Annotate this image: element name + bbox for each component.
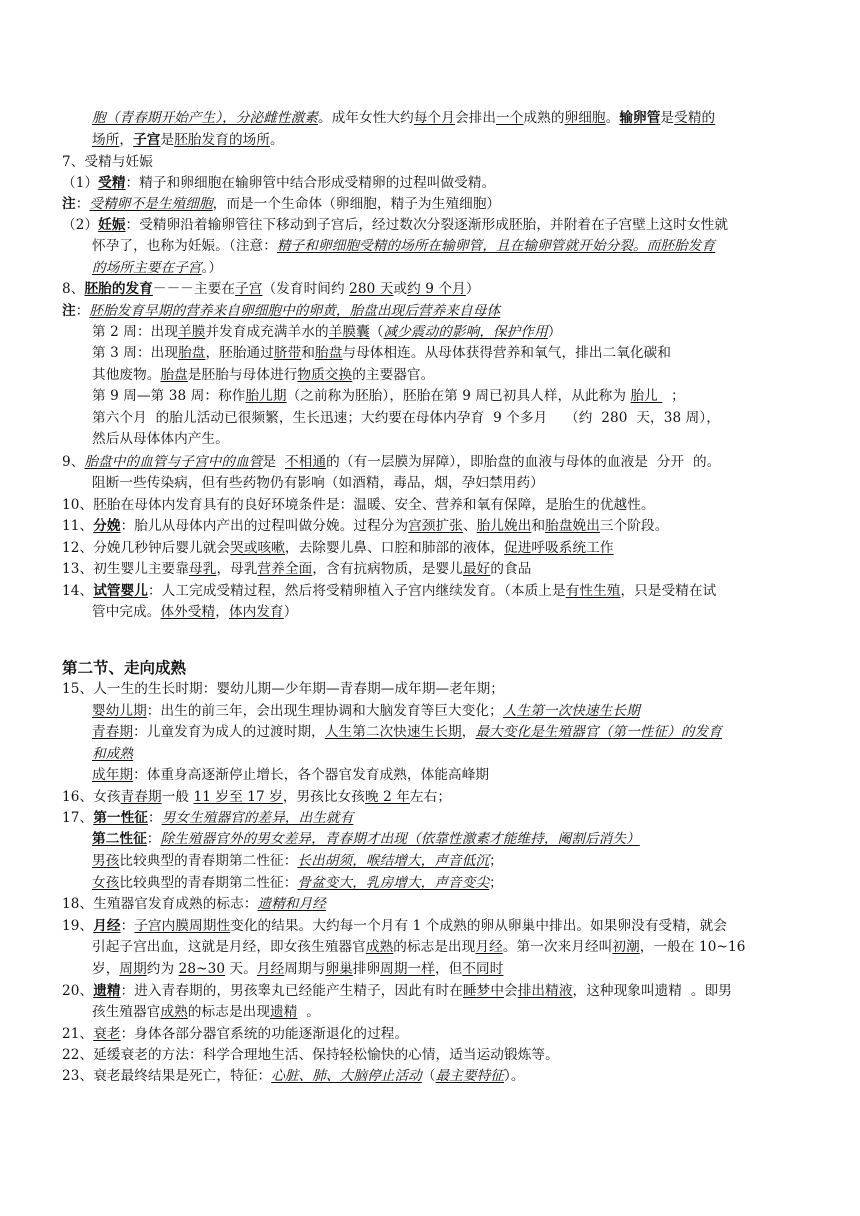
text-line: [62, 301, 500, 321]
text-run: 减少震动的影响，保护作用: [383, 324, 548, 340]
text-line: [92, 365, 434, 385]
text-line: [62, 1024, 408, 1044]
text-run: 遗精和月经: [257, 896, 326, 912]
text-run: 子宫: [235, 281, 263, 297]
text-run: 物质交换: [297, 367, 353, 383]
text-run: ，胚胎通过: [205, 345, 274, 361]
text-run: 输卵管: [619, 110, 661, 126]
text-run: （2）: [62, 217, 99, 233]
text-run: 比较典型的青春期第二性征：: [119, 875, 298, 891]
text-run: 。第一次来月经叫: [502, 939, 613, 955]
text-run: 23、衰老最终结果是死亡，特征：: [62, 1068, 272, 1084]
text-run: 与母体相连。从母体获得营养和氧气，排出二氧化碳和: [342, 345, 672, 361]
text-run: 人生第一次快速生长期: [502, 703, 640, 719]
text-run: 12、分娩几秒钟后婴儿就会: [62, 540, 231, 556]
text-run: ，只是受精在试: [620, 583, 717, 599]
text-run: 。: [605, 110, 620, 126]
text-run: ：精子和卵细胞在输卵管中结合形成受精卵的过程叫做受精。: [125, 175, 496, 191]
text-run: 其他废物。: [92, 367, 161, 383]
text-run: 第 9 周—第 38 周：称作: [92, 388, 246, 404]
text-run: 岁，: [92, 961, 120, 977]
text-run: 哭或咳嗽: [230, 540, 285, 556]
text-line: [92, 765, 489, 785]
text-line: [62, 516, 668, 536]
text-run: ，去除婴儿鼻、口腔和肺部的液体，: [284, 540, 505, 556]
text-line: [62, 215, 728, 235]
text-line: [92, 959, 503, 979]
text-line: [92, 258, 222, 278]
text-run: 心脏、肺、大脑停止活动: [271, 1068, 422, 1084]
text-run: 15、人一生的生长时期：婴幼儿期—少年期—青春期—成年期—老年期；: [62, 681, 505, 697]
text-run: 的标志是出现: [393, 939, 476, 955]
text-run: 每个月: [413, 110, 455, 126]
text-run: 第六个月 的胎儿活动已很频繁，生长迅速；大约要在母体内孕育 9 个多月 （约 280 天，38 周），: [92, 410, 720, 426]
text-line: [92, 873, 503, 893]
text-run: 排卵: [352, 961, 381, 977]
text-run: （1）: [62, 175, 99, 191]
text-run: ；: [489, 853, 503, 869]
text-run: 精子和卵细胞受精的场所在输卵管，且在输卵管就开始分裂。而胚胎发育: [276, 238, 716, 254]
text-line: [62, 916, 727, 936]
text-line: [92, 108, 715, 128]
text-run: 分娩: [93, 518, 121, 534]
text-run: 周期与: [284, 961, 326, 977]
text-run: 胎儿期: [245, 388, 287, 404]
text-run: 体内发育: [228, 604, 284, 620]
text-run: 第 2 周：出现: [92, 324, 179, 340]
text-run: 然后从母体体内产生。: [92, 431, 229, 447]
text-run: 的主要器官。: [352, 367, 435, 383]
text-run: ，: [461, 724, 476, 740]
text-run: 怀孕了，也称为妊娠。（注意：: [92, 238, 277, 254]
text-run: 注: [62, 303, 76, 319]
text-run: 受精: [98, 175, 126, 191]
text-line: [62, 787, 451, 807]
text-run: 试管婴儿: [93, 583, 148, 599]
text-run: 胎盘: [315, 345, 343, 361]
text-run: ：: [147, 810, 162, 826]
text-run: 初潮: [612, 939, 640, 955]
text-run: －－－主要在: [152, 281, 236, 297]
text-run: 成年期: [92, 767, 134, 783]
text-run: 的食品: [490, 561, 532, 577]
text-run: 胎盘娩出: [545, 518, 600, 534]
text-run: 的场所主要在子宫: [92, 260, 202, 276]
text-run: 21、: [62, 1026, 94, 1042]
text-line: [92, 408, 720, 428]
text-run: ：人工完成受精过程，然后将受精卵植入子宫内继续发育。（本质上是: [147, 583, 566, 599]
text-run: 11 岁至 17 岁: [193, 789, 283, 805]
text-run: 胞（青春期开始产生），分泌雌性激素: [92, 110, 318, 126]
text-run: （发育时间约: [262, 281, 350, 297]
text-run: 排出精液: [517, 983, 573, 999]
text-run: 天。: [225, 961, 257, 977]
text-line: [62, 981, 732, 1001]
text-line: [92, 602, 297, 622]
text-run: 子宫: [133, 132, 161, 148]
text-run: 人生第二次快速生长期: [324, 724, 462, 740]
text-run: ，: [119, 132, 134, 148]
text-run: 受精的: [674, 110, 716, 126]
text-line: [92, 1002, 320, 1022]
text-run: 卵细胞: [564, 110, 606, 126]
text-line: [62, 452, 720, 472]
text-line: [92, 829, 640, 849]
text-line: [62, 194, 500, 214]
text-run: 遗精: [93, 983, 121, 999]
text-line: [92, 701, 640, 721]
text-run: 最好: [462, 561, 491, 577]
text-run: 。: [270, 132, 284, 148]
text-run: ：儿童发育为成人的过渡时期，: [133, 724, 325, 740]
text-run: 女孩: [92, 875, 120, 891]
text-line: [92, 473, 544, 493]
text-run: 28~30: [178, 961, 226, 977]
text-run: 左右；: [410, 789, 452, 805]
text-run: 或: [393, 281, 408, 297]
text-run: 是: [160, 132, 175, 148]
text-run: 月经: [256, 961, 285, 977]
text-run: 胎盘: [178, 345, 206, 361]
text-run: ，母乳: [216, 561, 258, 577]
text-line: [92, 937, 745, 957]
text-run: 胚胎发育早期的营养来自卵细胞中的卵黄，胎盘出现后营养来自母体: [89, 303, 501, 319]
text-line: [92, 343, 671, 363]
text-run: 卵巢: [325, 961, 353, 977]
text-line: [92, 386, 685, 406]
text-run: 的标志是出现: [187, 1004, 271, 1020]
text-run: 7、受精与妊娠: [62, 154, 153, 170]
text-run: 是: [660, 110, 675, 126]
text-run: 会: [504, 983, 518, 999]
text-run: 是: [262, 454, 286, 470]
text-run: 成熟: [365, 939, 394, 955]
text-run: 宫颈扩张: [408, 518, 463, 534]
text-run: 14、: [62, 583, 94, 599]
text-run: 11、: [62, 518, 94, 534]
text-run: 除生殖器官外的男女差异，青春期才出现（依靠性激素才能维持，阉割后消失）: [160, 831, 640, 847]
text-run: 胎儿: [630, 388, 663, 404]
text-run: 是胚胎与母体进行: [187, 367, 298, 383]
text-run: ：受精卵沿着输卵管往下移动到子宫后，经过数次分裂逐渐形成胚胎，并附着在子宫壁上这时女性就: [125, 217, 729, 233]
text-line: [62, 495, 655, 515]
text-run: 第一性征: [93, 810, 148, 826]
text-run: ）: [465, 281, 480, 297]
text-run: 衰老: [93, 1026, 121, 1042]
text-line: [62, 1045, 559, 1065]
text-run: 男女生殖器官的差异，出生就有: [161, 810, 354, 826]
text-run: 男孩: [92, 853, 120, 869]
text-run: 22、延缓衰老的方法：科学合理地生活、保持轻松愉快的心情，适当运动锻炼等。: [62, 1047, 559, 1063]
text-line: [92, 236, 715, 256]
text-run: 母乳: [189, 561, 217, 577]
text-run: 20、: [62, 983, 94, 999]
text-run: ，这种现象叫遗精 。即男: [572, 983, 732, 999]
text-run: 胚胎发育的场所: [174, 132, 271, 148]
text-run: 月经: [93, 918, 121, 934]
text-line: [62, 152, 153, 172]
text-run: 会排出: [454, 110, 497, 126]
text-run: （: [369, 324, 384, 340]
text-run: 13、初生婴儿主要靠: [62, 561, 190, 577]
text-run: （: [421, 1068, 436, 1084]
text-run: 约为: [146, 961, 179, 977]
text-run: 骨盆变大，乳房增大，声音变尖: [297, 875, 490, 891]
text-run: ，含有抗病物质，是婴儿: [312, 561, 463, 577]
text-line: [62, 559, 531, 579]
text-run: 和: [531, 518, 546, 534]
text-run: 并发育成充满羊水的: [205, 324, 329, 340]
text-line: [92, 722, 722, 742]
text-run: 胎盘: [160, 367, 188, 383]
text-run: 子宫内膜周期性: [134, 918, 231, 934]
text-line: [92, 744, 133, 764]
text-run: ：身体各部分器官系统的功能逐渐退化的过程。: [120, 1026, 409, 1042]
text-run: 妊娠: [98, 217, 126, 233]
text-run: 阻断一些传染病，但有些药物仍有影响（如酒精，毒品，烟，孕妇禁用药）: [92, 475, 544, 491]
text-run: 9、: [62, 454, 85, 470]
text-run: 。: [297, 1004, 320, 1020]
text-run: ，男孩比女孩: [282, 789, 366, 805]
text-run: 羊膜囊: [328, 324, 370, 340]
text-run: （之前称为胚胎），胚胎在第 9 周已初具人样，从此称为: [286, 388, 631, 404]
text-run: 、: [462, 518, 477, 534]
text-run: 有性生殖: [565, 583, 621, 599]
text-line: [92, 322, 562, 342]
text-run: 体外受精: [160, 604, 216, 620]
text-run: 孩生殖器官: [92, 1004, 161, 1020]
text-run: ：出生的前三年，会出现生理协调和大脑发育等巨大变化；: [146, 703, 503, 719]
text-run: 8、: [62, 281, 85, 297]
text-run: ，而是一个生命体（卵细胞，精子为生殖细胞）: [212, 196, 501, 212]
text-run: 不同时: [462, 961, 504, 977]
text-run: ，但: [434, 961, 463, 977]
text-run: ，一般在 10~16: [639, 939, 746, 955]
text-run: ）。: [504, 1068, 525, 1084]
text-run: 280 天: [349, 281, 394, 297]
text-run: 场所: [92, 132, 120, 148]
text-run: 周期一样: [380, 961, 435, 977]
text-run: 。）: [201, 260, 223, 276]
text-run: 羊膜: [178, 324, 206, 340]
text-run: ，: [215, 604, 229, 620]
text-line: [62, 581, 716, 601]
text-run: 和成熟: [92, 746, 134, 762]
text-run: ：进入青春期的，男孩睾丸已经能产生精子，因此有时在: [120, 983, 463, 999]
text-line: [62, 679, 504, 699]
text-run: 胚胎的发育: [84, 281, 153, 297]
text-run: 周期: [119, 961, 147, 977]
text-run: ）: [283, 604, 298, 620]
text-run: ：: [146, 831, 161, 847]
text-run: ：体重身高逐渐停止增长，各个器官发育成熟，体能高峰期: [133, 767, 490, 783]
text-run: 注: [62, 196, 76, 212]
text-run: 17、: [62, 810, 94, 826]
text-run: 胎儿娩出: [476, 518, 532, 534]
text-run: 睡梦中: [462, 983, 505, 999]
text-run: ：: [75, 303, 90, 319]
text-run: ；: [662, 388, 685, 404]
text-line: [62, 808, 353, 828]
text-run: 晚 2 年: [365, 789, 410, 805]
text-line: [62, 538, 614, 558]
text-run: 比较典型的青春期第二性征：: [119, 853, 298, 869]
text-run: 营养全面: [257, 561, 313, 577]
text-run: 引起子宫出血，这就是月经，即女孩生殖器官: [92, 939, 366, 955]
text-run: 成熟: [160, 1004, 188, 1020]
text-run: ）: [547, 324, 562, 340]
text-run: 不相通: [285, 454, 327, 470]
text-run: 遗精: [270, 1004, 298, 1020]
text-line: [92, 851, 503, 871]
text-run: ：: [120, 918, 135, 934]
text-run: 19、: [62, 918, 94, 934]
text-run: 10、胚胎在母体内发育具有的良好环境条件是：温暖、安全、营养和氧有保障，是胎生的优越性。: [62, 497, 655, 513]
text-run: 成熟的: [523, 110, 565, 126]
text-run: ；: [489, 875, 503, 891]
text-run: 青春期: [120, 789, 162, 805]
text-run: 月经: [475, 939, 503, 955]
text-line: [62, 894, 326, 914]
text-line: [92, 429, 229, 449]
text-run: 脐带: [273, 345, 302, 361]
text-line: [92, 130, 284, 150]
text-run: 18、生殖器官发育成熟的标志：: [62, 896, 258, 912]
text-line: [62, 1066, 525, 1086]
text-line: [62, 279, 480, 299]
text-run: ：胎儿从母体内产出的过程叫做分娩。过程分为: [120, 518, 409, 534]
text-line: [62, 173, 495, 193]
text-run: ：: [75, 196, 90, 212]
text-run: 婴幼儿期: [92, 703, 147, 719]
text-run: 最主要特征: [435, 1068, 505, 1084]
section-heading: 第二节、走向成熟: [62, 659, 187, 677]
text-run: 胎盘中的血管与子宫中的血管: [84, 454, 263, 470]
text-run: 最大变化是生殖器官（第一性征）的发育: [475, 724, 722, 740]
text-run: 第二性征: [92, 831, 147, 847]
text-run: 第 3 周：出现: [92, 345, 179, 361]
text-run: 管中完成。: [92, 604, 161, 620]
text-run: 16、女孩: [62, 789, 121, 805]
text-run: 约 9 个月: [407, 281, 466, 297]
text-run: 三个阶段。: [599, 518, 669, 534]
text-run: 变化的结果。大约每一个月有 1 个成熟的卵从卵巢中排出。如果卵没有受精，就会: [230, 918, 728, 934]
text-run: 青春期: [92, 724, 134, 740]
text-run: 和: [301, 345, 316, 361]
text-run: 的（有一层膜为屏障），即胎盘的血液与母体的血液是 分开 的。: [326, 454, 721, 470]
text-run: 。成年女性大约: [318, 110, 414, 126]
text-run: 长出胡须，喉结增大，声音低沉: [297, 853, 490, 869]
text-run: 促进呼吸系统工作: [504, 540, 614, 556]
text-run: 受精卵不是生殖细胞: [89, 196, 213, 212]
text-run: 一个: [496, 110, 524, 126]
text-run: 一般: [161, 789, 194, 805]
